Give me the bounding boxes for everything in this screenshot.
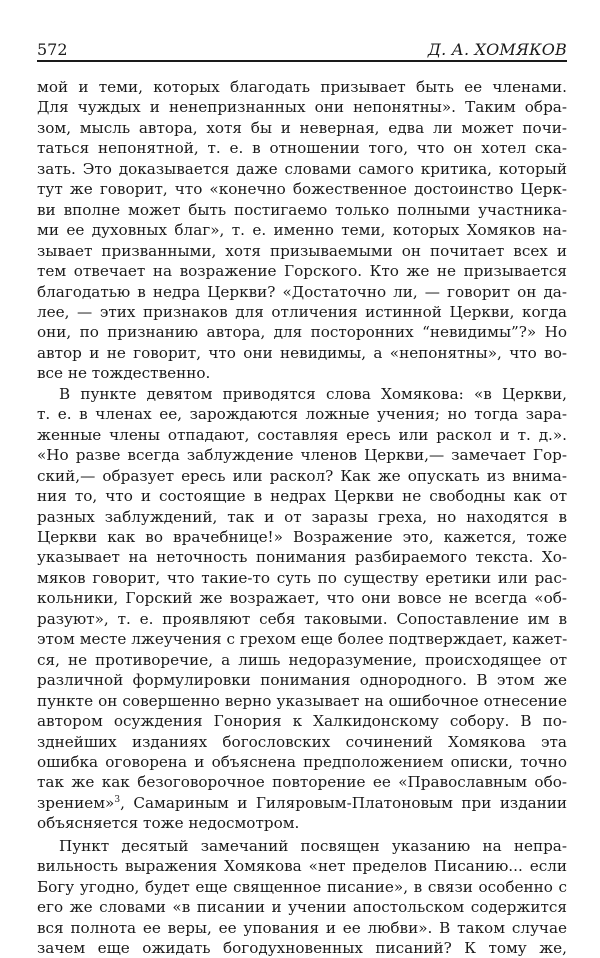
text-line: Богу угодно, будет еще священное писание», в связи особенно с (37, 877, 567, 896)
text-line: мой и теми, которых благодать призывает быть ее членами. (37, 78, 567, 96)
text-line: лее, — этих признаков для отличения истинной Церкви, когда (37, 302, 567, 321)
text-line: мяков говорит, что такие-то суть по существу еретики или рас- (37, 568, 567, 587)
paragraph-1 (37, 77, 567, 384)
text-line: женные члены отпадают, составляя ересь или раскол и т. д.». (37, 425, 567, 444)
text-line: ошибка оговорена и объяснена предположением описки, точно (37, 752, 567, 771)
text-line: Пункт десятый замечаний посвящен указанию на непра- (59, 836, 567, 855)
text-line: они, по признанию автора, для посторонних “невидимы”?» Но (37, 323, 567, 342)
text-line: таться непонятной, т. е. в отношении того, что он хотел ска- (37, 139, 567, 158)
text-line: указывает на неточность понимания разбираемого текста. Хо- (37, 548, 567, 567)
text-line: кольники, Горский же возражает, что они вовсе не всегда «об- (37, 589, 567, 608)
text-line: все не тождественно. (37, 364, 211, 383)
body-text (37, 77, 567, 958)
text-line: ся, не противоречие, а лишь недоразумение, происходящее от (37, 650, 567, 669)
text-line: зать. Это доказывается даже словами самого критика, который (37, 159, 567, 178)
text-line: «Но разве всегда заблуждение членов Церкви,— замечает Гор- (37, 446, 567, 465)
text-line: зом, мысль автора, хотя бы и неверная, едва ли может почи- (37, 118, 567, 137)
text-line: ния то, что и состоящие в недрах Церкви не свободны как от (37, 487, 567, 506)
text-line: В пункте девятом приводятся слова Хомякова: «в Церкви, (59, 384, 567, 403)
text-line: так же как безоговорочное повторение ее «Православным обо- (37, 773, 567, 792)
text-line: зднейших изданиях богословских сочинений Хомякова эта (37, 732, 567, 751)
text-line: Церкви как во врачебнице!» Возражение это, кажется, тоже (37, 527, 567, 546)
text-line: благодатью в недра Церкви? «Достаточно ли, — говорит он да- (37, 282, 567, 301)
running-head: Д. А. ХОМЯКОВ (427, 40, 567, 59)
text-line: различной формулировки понимания однородного. В этом же (37, 671, 567, 690)
text-line: ми ее духовных благ», т. е. именно теми, которых Хомяков на- (37, 221, 567, 240)
text-line: т. е. в членах ее, зарождаются ложные учения; но тогда зара- (37, 405, 567, 424)
text-fragment: зрением» (37, 793, 115, 812)
text-fragment: , Самариным и Гиляровым-Платоновым при издании (120, 793, 567, 812)
page-number: 572 (37, 40, 68, 59)
text-line: ви вполне может быть постигаемо только полными участника- (37, 200, 567, 219)
footnote-line (37, 793, 567, 813)
text-line: Для чуждых и ненепризнанных они непонятны». Таким обра- (37, 98, 567, 117)
text-line: вильность выражения Хомякова «нет пределов Писанию... если (37, 857, 567, 876)
text-line: этом месте лжеучения с грехом еще более подтверждает, кажет- (37, 630, 568, 649)
text-line: вся полнота ее веры, ее упования и ее любви». В таком случае (37, 918, 567, 937)
text-line: автором осуждения Гонория к Халкидонскому собору. В по- (37, 712, 567, 731)
text-line: автор и не говорит, что они невидимы, а «непонятны», что во- (37, 343, 567, 362)
text-line: тут же говорит, что «конечно божественное достоинство Церк- (37, 180, 567, 199)
text-line: ский,— образует ересь или раскол? Как же опускать из внима- (37, 466, 567, 485)
text-line: тем отвечает на возражение Горского. Кто же не призывается (37, 262, 567, 281)
text-line: объясняется тоже недосмотром. (37, 814, 300, 833)
paragraph-2 (37, 384, 567, 834)
text-line: зывает призванными, хотя призываемыми он почитает всех и (37, 241, 567, 260)
text-line: его же словами «в писании и учении апостольском содержится (37, 898, 567, 917)
text-line: пункте он совершенно верно указывает на ошибочное отнесение (37, 691, 567, 710)
text-line: разных заблуждений, так и от заразы греха, но находятся в (37, 507, 567, 526)
footnote-reference[interactable]: 3 (114, 794, 121, 805)
text-line: зачем еще ожидать богодухновенных писаний? К тому же, (37, 939, 567, 958)
page-header (37, 40, 567, 62)
text-line: разуют», т. е. проявляют себя таковыми. Сопоставление им в (37, 609, 567, 628)
